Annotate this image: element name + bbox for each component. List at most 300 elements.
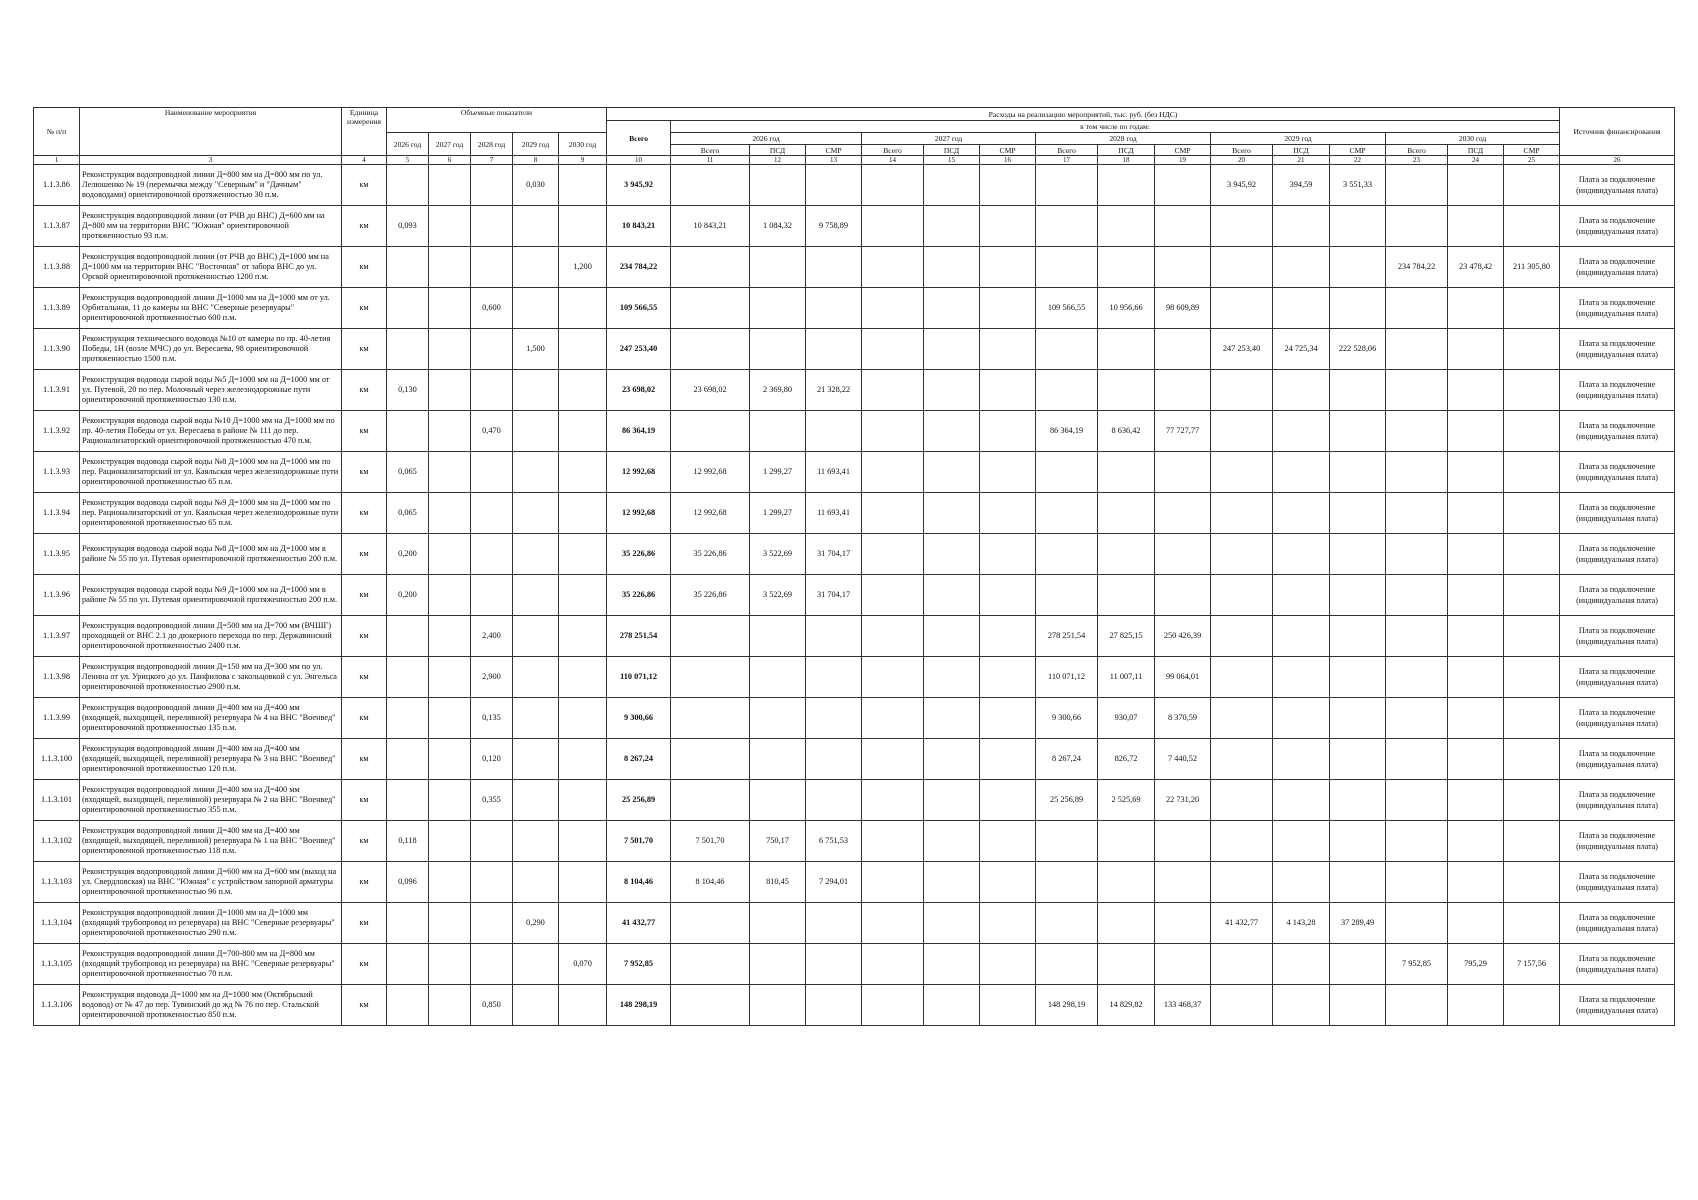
volume-cell: 0,355 (471, 780, 513, 821)
year-expense-cell (1273, 575, 1330, 616)
volume-cell (429, 370, 471, 411)
table-row (34, 739, 1675, 780)
year-expense-cell (980, 944, 1036, 985)
table-row (34, 493, 1675, 534)
volume-cell (513, 616, 559, 657)
year-expense-cell: 9 300,66 (1036, 698, 1098, 739)
volume-cell (559, 165, 607, 206)
funding-source: Плата за подключение (индивидуальная плата) (1560, 411, 1675, 452)
year-expense-cell (1448, 329, 1504, 370)
volume-cell (471, 944, 513, 985)
funding-source: Плата за подключение (индивидуальная плата) (1560, 165, 1675, 206)
volume-cell (559, 862, 607, 903)
year-expense-cell (924, 329, 980, 370)
measure-name: Реконструкция водопроводной линии Д=150 мм на Д=300 мм по ул. Ленина от ул. Урицкого до ул. Панфилова с закольцовкой с ул. Энгельса ориентировочной протяженностью 2900 п.м. (80, 657, 342, 698)
year-expense-cell: 31 704,17 (806, 575, 862, 616)
volume-cell (471, 329, 513, 370)
volume-cell (513, 739, 559, 780)
header-exp-year: 2030 год (1386, 133, 1560, 145)
volume-cell (429, 411, 471, 452)
year-expense-cell: 250 426,39 (1155, 616, 1211, 657)
volume-cell (387, 165, 429, 206)
year-expense-cell: 222 528,06 (1330, 329, 1386, 370)
year-expense-cell (1386, 493, 1448, 534)
year-expense-cell (980, 780, 1036, 821)
year-expense-cell (980, 985, 1036, 1026)
volume-cell (471, 903, 513, 944)
column-number: 3 (80, 156, 342, 165)
year-expense-cell (1098, 370, 1155, 411)
year-expense-cell (1211, 944, 1273, 985)
year-expense-cell: 7 157,56 (1504, 944, 1560, 985)
year-expense-cell (1330, 452, 1386, 493)
year-expense-cell (1036, 493, 1098, 534)
year-expense-cell (750, 739, 806, 780)
year-expense-cell (1211, 247, 1273, 288)
measure-name: Реконструкция водопроводной линии (от РЧВ до ВНС) Д=600 мм на Д=800 мм на территории ВНС "Южная" ориентировочной протяженностью 93 п.м. (80, 206, 342, 247)
unit-cell: км (342, 862, 387, 903)
header-vol-year: 2029 год (513, 133, 559, 156)
year-expense-cell: 37 289,49 (1330, 903, 1386, 944)
year-expense-cell (1330, 616, 1386, 657)
year-expense-cell (1155, 862, 1211, 903)
year-expense-cell (1211, 862, 1273, 903)
header-sub: СМР (806, 145, 862, 156)
year-expense-cell (806, 165, 862, 206)
volume-cell (429, 862, 471, 903)
year-expense-cell (1211, 452, 1273, 493)
row-number: 1.1.3.93 (34, 452, 80, 493)
table-row (34, 247, 1675, 288)
year-expense-cell (924, 657, 980, 698)
year-expense-cell (980, 616, 1036, 657)
year-expense-cell: 10 843,21 (671, 206, 750, 247)
year-expense-cell: 31 704,17 (806, 534, 862, 575)
volume-cell: 0,200 (387, 575, 429, 616)
year-expense-cell (862, 862, 924, 903)
year-expense-cell (924, 862, 980, 903)
row-number: 1.1.3.88 (34, 247, 80, 288)
total-cell: 234 784,22 (607, 247, 671, 288)
year-expense-cell (924, 616, 980, 657)
column-number: 9 (559, 156, 607, 165)
volume-cell: 0,065 (387, 493, 429, 534)
volume-cell (559, 534, 607, 575)
column-number: 13 (806, 156, 862, 165)
funding-source: Плата за подключение (индивидуальная плата) (1560, 288, 1675, 329)
year-expense-cell (1504, 985, 1560, 1026)
column-number: 17 (1036, 156, 1098, 165)
year-expense-cell (924, 903, 980, 944)
year-expense-cell (980, 698, 1036, 739)
investment-program-table (33, 107, 1667, 1026)
year-expense-cell: 21 328,22 (806, 370, 862, 411)
header-sub: СМР (1504, 145, 1560, 156)
year-expense-cell (1330, 657, 1386, 698)
year-expense-cell (750, 698, 806, 739)
unit-cell: км (342, 534, 387, 575)
volume-cell: 1,500 (513, 329, 559, 370)
expenses-table (33, 107, 1675, 1026)
column-number: 8 (513, 156, 559, 165)
volume-cell (387, 698, 429, 739)
volume-cell: 0,130 (387, 370, 429, 411)
year-expense-cell: 23 478,42 (1448, 247, 1504, 288)
funding-source: Плата за подключение (индивидуальная плата) (1560, 534, 1675, 575)
year-expense-cell (671, 657, 750, 698)
year-expense-cell (1386, 821, 1448, 862)
year-expense-cell (1504, 616, 1560, 657)
year-expense-cell (1273, 247, 1330, 288)
volume-cell (429, 493, 471, 534)
year-expense-cell (750, 288, 806, 329)
year-expense-cell: 750,17 (750, 821, 806, 862)
year-expense-cell (806, 657, 862, 698)
volume-cell (559, 575, 607, 616)
year-expense-cell (750, 985, 806, 1026)
measure-name: Реконструкция водопроводной линии (от РЧВ до ВНС) Д=1000 мм на Д=1000 мм на территории ВНС "Восточная" от забора ВНС до ул. Орской ориентировочной протяженностью 1200 п.м. (80, 247, 342, 288)
volume-cell (559, 288, 607, 329)
year-expense-cell (862, 739, 924, 780)
year-expense-cell: 2 369,80 (750, 370, 806, 411)
table-row (34, 616, 1675, 657)
volume-cell (429, 206, 471, 247)
year-expense-cell: 8 636,42 (1098, 411, 1155, 452)
year-expense-cell (862, 575, 924, 616)
row-number: 1.1.3.87 (34, 206, 80, 247)
row-number: 1.1.3.92 (34, 411, 80, 452)
year-expense-cell (1386, 698, 1448, 739)
year-expense-cell (980, 657, 1036, 698)
measure-name: Реконструкция водовода сырой воды №8 Д=1000 мм на Д=1000 мм в районе № 55 по ул. Путевая ориентировочной протяженностью 200 п.м. (80, 534, 342, 575)
year-expense-cell (1330, 739, 1386, 780)
funding-source: Плата за подключение (индивидуальная плата) (1560, 944, 1675, 985)
table-row (34, 903, 1675, 944)
volume-cell (559, 903, 607, 944)
year-expense-cell (1098, 452, 1155, 493)
year-expense-cell (750, 329, 806, 370)
row-number: 1.1.3.103 (34, 862, 80, 903)
year-expense-cell (806, 288, 862, 329)
total-cell: 109 566,55 (607, 288, 671, 329)
column-number: 24 (1448, 156, 1504, 165)
volume-cell (513, 411, 559, 452)
year-expense-cell (750, 903, 806, 944)
year-expense-cell (980, 575, 1036, 616)
year-expense-cell (1098, 206, 1155, 247)
year-expense-cell (1211, 575, 1273, 616)
year-expense-cell (1098, 534, 1155, 575)
year-expense-cell (862, 206, 924, 247)
volume-cell (387, 657, 429, 698)
volume-cell: 0,290 (513, 903, 559, 944)
volume-cell: 0,120 (471, 739, 513, 780)
total-cell: 8 104,46 (607, 862, 671, 903)
total-cell: 23 698,02 (607, 370, 671, 411)
year-expense-cell: 148 298,19 (1036, 985, 1098, 1026)
table-row (34, 370, 1675, 411)
unit-cell: км (342, 329, 387, 370)
year-expense-cell (1448, 616, 1504, 657)
year-expense-cell (1330, 247, 1386, 288)
measure-name: Реконструкция водовода сырой воды №5 Д=1000 мм на Д=1000 мм от ул. Путевой, 20 по пер. Молочный через железнодорожные пути ориентировочной протяженностью 130 п.м. (80, 370, 342, 411)
volume-cell (471, 165, 513, 206)
year-expense-cell: 930,07 (1098, 698, 1155, 739)
volume-cell (471, 206, 513, 247)
total-cell: 35 226,86 (607, 575, 671, 616)
volume-cell (513, 821, 559, 862)
year-expense-cell (980, 862, 1036, 903)
year-expense-cell (806, 411, 862, 452)
year-expense-cell (862, 903, 924, 944)
year-expense-cell (1330, 493, 1386, 534)
year-expense-cell (924, 739, 980, 780)
year-expense-cell (750, 616, 806, 657)
column-number: 23 (1386, 156, 1448, 165)
year-expense-cell (862, 780, 924, 821)
measure-name: Реконструкция водопроводной линии Д=1000 мм на Д=1000 мм (входящий трубопровод из резервуара) на ВНС "Северные резервуары" ориентировочной протяженностью 290 п.м. (80, 903, 342, 944)
volume-cell (471, 493, 513, 534)
year-expense-cell (1155, 206, 1211, 247)
header-expenses: Расходы на реализацию мероприятий, тыс. руб. (без НДС) (607, 108, 1560, 121)
year-expense-cell (1386, 903, 1448, 944)
year-expense-cell (1036, 452, 1098, 493)
column-number: 25 (1504, 156, 1560, 165)
volume-cell (429, 821, 471, 862)
year-expense-cell (924, 698, 980, 739)
volume-cell (429, 739, 471, 780)
year-expense-cell: 7 440,52 (1155, 739, 1211, 780)
total-cell: 10 843,21 (607, 206, 671, 247)
volume-cell: 0,070 (559, 944, 607, 985)
measure-name: Реконструкция водопроводной линии Д=400 мм на Д=400 мм (входящей, выходящей, переливной) резервуара № 2 на ВНС "Военвед" ориентировочной протяженностью 355 п.м. (80, 780, 342, 821)
year-expense-cell (806, 329, 862, 370)
column-number: 5 (387, 156, 429, 165)
unit-cell: км (342, 903, 387, 944)
year-expense-cell (980, 288, 1036, 329)
year-expense-cell: 77 727,77 (1155, 411, 1211, 452)
measure-name: Реконструкция водовода сырой воды №8 Д=1000 мм на Д=1000 мм по пер. Рационализаторский от ул. Каяльская через железнодорожные пути ориентировочной протяженностью 65 п.м. (80, 452, 342, 493)
year-expense-cell (1036, 862, 1098, 903)
volume-cell (559, 657, 607, 698)
volume-cell (559, 985, 607, 1026)
volume-cell: 0,600 (471, 288, 513, 329)
volume-cell (513, 657, 559, 698)
year-expense-cell (1211, 698, 1273, 739)
year-expense-cell: 11 693,41 (806, 493, 862, 534)
funding-source: Плата за подключение (индивидуальная плата) (1560, 247, 1675, 288)
funding-source: Плата за подключение (индивидуальная плата) (1560, 821, 1675, 862)
column-number: 21 (1273, 156, 1330, 165)
volume-cell (429, 452, 471, 493)
year-expense-cell (1273, 821, 1330, 862)
row-number: 1.1.3.106 (34, 985, 80, 1026)
row-number: 1.1.3.97 (34, 616, 80, 657)
year-expense-cell (980, 739, 1036, 780)
table-row (34, 206, 1675, 247)
funding-source: Плата за подключение (индивидуальная плата) (1560, 657, 1675, 698)
year-expense-cell (1036, 247, 1098, 288)
volume-cell (513, 206, 559, 247)
year-expense-cell (806, 616, 862, 657)
year-expense-cell (980, 370, 1036, 411)
year-expense-cell: 278 251,54 (1036, 616, 1098, 657)
total-cell: 25 256,89 (607, 780, 671, 821)
unit-cell: км (342, 206, 387, 247)
year-expense-cell: 4 143,28 (1273, 903, 1330, 944)
table-row (34, 329, 1675, 370)
measure-name: Реконструкция водопроводной линии Д=800 мм на Д=800 мм по ул. Лелюшенко № 19 (перемычка между "Северным" и "Дачным" водоводами) ориентировочной протяженностью 30 п.м. (80, 165, 342, 206)
year-expense-cell (1386, 165, 1448, 206)
measure-name: Реконструкция водопроводной линии Д=400 мм на Д=400 мм (входящей, выходящей, переливной) резервуара № 1 на ВНС "Военвед" ориентировочной протяженностью 118 п.м. (80, 821, 342, 862)
year-expense-cell (1273, 206, 1330, 247)
year-expense-cell (1273, 411, 1330, 452)
funding-source: Плата за подключение (индивидуальная плата) (1560, 493, 1675, 534)
year-expense-cell (1386, 534, 1448, 575)
year-expense-cell (1211, 821, 1273, 862)
unit-cell: км (342, 780, 387, 821)
year-expense-cell (1448, 534, 1504, 575)
volume-cell (429, 616, 471, 657)
year-expense-cell (671, 903, 750, 944)
table-row (34, 821, 1675, 862)
year-expense-cell: 3 522,69 (750, 575, 806, 616)
measure-name: Реконструкция водопроводной линии Д=1000 мм на Д=1000 мм от ул. Орбитальная, 11 до камеры на ВНС "Северные резервуары" ориентировочной протяженностью 600 п.м. (80, 288, 342, 329)
column-number: 7 (471, 156, 513, 165)
year-expense-cell (924, 985, 980, 1026)
measure-name: Реконструкция водопроводной линии Д=500 мм на Д=700 мм (ВЧШГ) проходящей от ВНС 2.1 до дюкерного перехода по пер. Державинский ориентировочной протяженностью 2400 п.м. (80, 616, 342, 657)
year-expense-cell: 1 084,32 (750, 206, 806, 247)
year-expense-cell (1098, 575, 1155, 616)
volume-cell (471, 534, 513, 575)
year-expense-cell: 9 758,89 (806, 206, 862, 247)
table-row (34, 452, 1675, 493)
column-number: 10 (607, 156, 671, 165)
unit-cell: км (342, 452, 387, 493)
year-expense-cell (1155, 575, 1211, 616)
year-expense-cell (1330, 534, 1386, 575)
table-row (34, 165, 1675, 206)
year-expense-cell (862, 288, 924, 329)
column-number: 1 (34, 156, 80, 165)
volume-cell (387, 411, 429, 452)
year-expense-cell (1386, 370, 1448, 411)
volume-cell (387, 985, 429, 1026)
unit-cell: км (342, 985, 387, 1026)
year-expense-cell (671, 247, 750, 288)
year-expense-cell (1504, 698, 1560, 739)
year-expense-cell (1036, 370, 1098, 411)
column-number: 6 (429, 156, 471, 165)
header-exp-year: 2029 год (1211, 133, 1386, 145)
year-expense-cell (1211, 493, 1273, 534)
year-expense-cell (924, 206, 980, 247)
volume-cell (471, 370, 513, 411)
year-expense-cell (1386, 862, 1448, 903)
year-expense-cell (924, 288, 980, 329)
funding-source: Плата за подключение (индивидуальная плата) (1560, 206, 1675, 247)
year-expense-cell (862, 821, 924, 862)
total-cell: 9 300,66 (607, 698, 671, 739)
year-expense-cell: 25 256,89 (1036, 780, 1098, 821)
year-expense-cell: 3 551,33 (1330, 165, 1386, 206)
year-expense-cell (1448, 903, 1504, 944)
unit-cell: км (342, 739, 387, 780)
year-expense-cell (1330, 944, 1386, 985)
funding-source: Плата за подключение (индивидуальная плата) (1560, 616, 1675, 657)
year-expense-cell (1386, 575, 1448, 616)
year-expense-cell (1036, 821, 1098, 862)
funding-source: Плата за подключение (индивидуальная плата) (1560, 903, 1675, 944)
year-expense-cell: 11 007,11 (1098, 657, 1155, 698)
header-vol-year: 2027 год (429, 133, 471, 156)
volume-cell: 2,400 (471, 616, 513, 657)
year-expense-cell (1386, 616, 1448, 657)
year-expense-cell (1330, 862, 1386, 903)
unit-cell: км (342, 575, 387, 616)
year-expense-cell (671, 329, 750, 370)
year-expense-cell (1098, 165, 1155, 206)
table-row (34, 288, 1675, 329)
total-cell: 110 071,12 (607, 657, 671, 698)
row-number: 1.1.3.104 (34, 903, 80, 944)
year-expense-cell (1330, 698, 1386, 739)
year-expense-cell: 10 956,66 (1098, 288, 1155, 329)
header-sub: ПСД (924, 145, 980, 156)
volume-cell (559, 616, 607, 657)
year-expense-cell: 7 294,01 (806, 862, 862, 903)
year-expense-cell (1448, 780, 1504, 821)
year-expense-cell (862, 985, 924, 1026)
year-expense-cell: 211 305,80 (1504, 247, 1560, 288)
year-expense-cell (1504, 452, 1560, 493)
funding-source: Плата за подключение (индивидуальная плата) (1560, 739, 1675, 780)
year-expense-cell (1448, 698, 1504, 739)
year-expense-cell (1273, 288, 1330, 329)
unit-cell: км (342, 698, 387, 739)
volume-cell (387, 288, 429, 329)
year-expense-cell (924, 944, 980, 985)
column-number: 16 (980, 156, 1036, 165)
year-expense-cell (862, 534, 924, 575)
year-expense-cell (1448, 862, 1504, 903)
unit-cell: км (342, 288, 387, 329)
total-cell: 247 253,40 (607, 329, 671, 370)
year-expense-cell (1273, 493, 1330, 534)
volume-cell (513, 780, 559, 821)
year-expense-cell (806, 780, 862, 821)
volume-cell (429, 698, 471, 739)
column-number: 15 (924, 156, 980, 165)
year-expense-cell: 41 432,77 (1211, 903, 1273, 944)
unit-cell: км (342, 370, 387, 411)
year-expense-cell (1211, 370, 1273, 411)
volume-cell (429, 165, 471, 206)
volume-cell (559, 411, 607, 452)
measure-name: Реконструкция водовода Д=1000 мм на Д=1000 мм (Октябрьский водовод) от № 47 до пер. Тувинский до жд № 76 по пер. Стальской ориентировочной протяженностью 850 п.м. (80, 985, 342, 1026)
volume-cell (559, 698, 607, 739)
volume-cell: 0,093 (387, 206, 429, 247)
year-expense-cell (924, 575, 980, 616)
volume-cell (471, 452, 513, 493)
year-expense-cell: 86 364,19 (1036, 411, 1098, 452)
volume-cell (387, 780, 429, 821)
header-sub: Всего (1211, 145, 1273, 156)
year-expense-cell (1036, 903, 1098, 944)
year-expense-cell (1386, 411, 1448, 452)
header-exp-year: 2026 год (671, 133, 862, 145)
table-row (34, 985, 1675, 1026)
